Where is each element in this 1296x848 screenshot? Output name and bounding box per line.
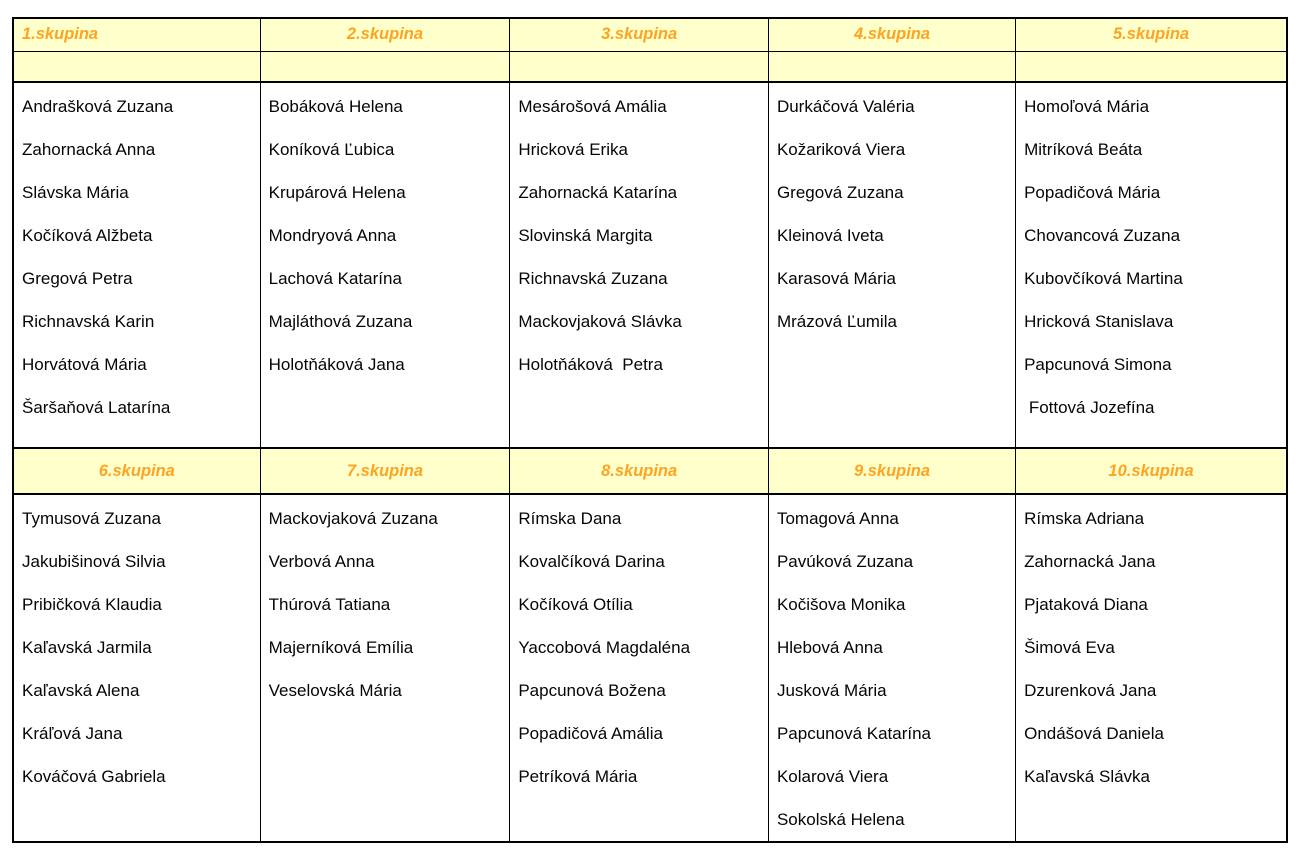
- person-name: Hricková Stanislava: [1024, 311, 1174, 331]
- person-name: Jusková Mária: [776, 680, 887, 700]
- person-name: Mackovjaková Zuzana: [268, 508, 438, 528]
- spacer-cell: [1016, 51, 1287, 82]
- person-name: Mesárošová Amália: [518, 96, 667, 116]
- person-name: Koníková Ľubica: [268, 139, 395, 159]
- names-row-groups-1-5: [13, 82, 1287, 448]
- group-7-names: [260, 494, 510, 842]
- group-1-names: [13, 82, 260, 448]
- person-name: Lachová Katarína: [268, 268, 402, 288]
- group-header-7: 7.skupina: [260, 448, 510, 494]
- group-header-10: 10.skupina: [1016, 448, 1287, 494]
- person-name: Kubovčíková Martina: [1024, 268, 1183, 288]
- person-name: Kleinová Iveta: [776, 225, 884, 245]
- person-name: Richnavská Karin: [22, 311, 155, 331]
- group-2-names: [260, 82, 510, 448]
- person-name: Kočíková Otília: [518, 594, 633, 614]
- person-name: Kaľavská Jarmila: [22, 637, 152, 657]
- person-name: Pavúková Zuzana: [776, 551, 914, 571]
- group-header-8: 8.skupina: [510, 448, 769, 494]
- person-name: Zahornacká Anna: [22, 139, 156, 159]
- group-5-names: [1016, 82, 1287, 448]
- header-row-groups-1-5: [13, 18, 1287, 51]
- person-name: Hricková Erika: [518, 139, 628, 159]
- person-name: Horvátová Mária: [22, 354, 147, 374]
- group-3-names: [510, 82, 769, 448]
- person-name: Kováčová Gabriela: [22, 766, 166, 786]
- person-name: Kaľavská Slávka: [1024, 766, 1150, 786]
- person-name: Papcunová Katarína: [776, 723, 932, 743]
- group-header-6: 6.skupina: [13, 448, 260, 494]
- person-name: Andrašková Zuzana: [22, 96, 174, 116]
- group-10-names: [1016, 494, 1287, 842]
- header-row-groups-6-10: [13, 448, 1287, 494]
- spacer-cell: [510, 51, 769, 82]
- spacer-cell: [768, 51, 1015, 82]
- person-name: Tomagová Anna: [776, 508, 899, 528]
- person-name: Krupárová Helena: [268, 182, 406, 202]
- spacer-cell: [13, 51, 260, 82]
- group-header-1: 1.skupina: [13, 18, 260, 51]
- group-header-4: 4.skupina: [768, 18, 1015, 51]
- person-name: Mackovjaková Slávka: [518, 311, 682, 331]
- person-name: Popadičová Amália: [518, 723, 663, 743]
- group-8-names: [510, 494, 769, 842]
- person-name: Holotňáková Jana: [268, 354, 405, 374]
- person-name: Veselovská Mária: [268, 680, 402, 700]
- person-name: Homoľová Mária: [1024, 96, 1150, 116]
- person-name: Pribičková Klaudia: [22, 594, 162, 614]
- group-header-5: 5.skupina: [1016, 18, 1287, 51]
- person-name: Gregová Petra: [22, 268, 133, 288]
- person-name: Mitríková Beáta: [1024, 139, 1143, 159]
- person-name: Kovalčíková Darina: [518, 551, 665, 571]
- person-name: Mondryová Anna: [268, 225, 397, 245]
- person-name: Kráľová Jana: [22, 723, 123, 743]
- person-name: Thúrová Tatiana: [268, 594, 391, 614]
- groups-table: [12, 17, 1288, 843]
- group-header-2: 2.skupina: [260, 18, 510, 51]
- spacer-row: [13, 51, 1287, 82]
- person-name: Richnavská Zuzana: [518, 268, 668, 288]
- person-name: Zahornacká Katarína: [518, 182, 678, 202]
- person-name: Chovancová Zuzana: [1024, 225, 1181, 245]
- person-name: Hlebová Anna: [776, 637, 883, 657]
- person-name: Holotňáková Petra: [518, 354, 663, 374]
- person-name: Karasová Mária: [776, 268, 897, 288]
- person-name: Yaccobová Magdaléna: [518, 637, 691, 657]
- spacer-cell: [260, 51, 510, 82]
- person-name: Šaršaňová Latarína: [22, 397, 171, 417]
- person-name: Rímska Adriana: [1024, 508, 1145, 528]
- document-sheet: [12, 17, 1288, 843]
- person-name: Ondášová Daniela: [1024, 723, 1164, 743]
- person-name: Dzurenková Jana: [1024, 680, 1157, 700]
- person-name: Jakubišinová Silvia: [22, 551, 166, 571]
- person-name: Slovinská Margita: [518, 225, 653, 245]
- names-row-groups-6-10: [13, 494, 1287, 842]
- group-9-names: [768, 494, 1015, 842]
- person-name: Slávska Mária: [22, 182, 129, 202]
- person-name: Petríková Mária: [518, 766, 638, 786]
- person-name: Kočíková Alžbeta: [22, 225, 153, 245]
- group-4-names: [768, 82, 1015, 448]
- person-name: Mrázová Ľumila: [776, 311, 897, 331]
- person-name: Papcunová Simona: [1024, 354, 1172, 374]
- group-header-9: 9.skupina: [768, 448, 1015, 494]
- person-name: Durkáčová Valéria: [776, 96, 915, 116]
- person-name: Verbová Anna: [268, 551, 375, 571]
- person-name: Pjataková Diana: [1024, 594, 1148, 614]
- person-name: Gregová Zuzana: [776, 182, 904, 202]
- group-header-3: 3.skupina: [510, 18, 769, 51]
- person-name: Zahornacká Jana: [1024, 551, 1156, 571]
- person-name: Popadičová Mária: [1024, 182, 1161, 202]
- person-name: Majerníková Emília: [268, 637, 414, 657]
- person-name: Bobáková Helena: [268, 96, 403, 116]
- person-name: Kolarová Viera: [776, 766, 889, 786]
- person-name: Sokolská Helena: [776, 809, 905, 829]
- person-name: Rímska Dana: [518, 508, 622, 528]
- group-6-names: [13, 494, 260, 842]
- person-name: Papcunová Božena: [518, 680, 666, 700]
- person-name: Kožariková Viera: [776, 139, 906, 159]
- person-name: Kaľavská Alena: [22, 680, 140, 700]
- person-name: Majláthová Zuzana: [268, 311, 413, 331]
- person-name: Tymusová Zuzana: [22, 508, 161, 528]
- person-name: Fottová Jozefína: [1024, 397, 1155, 417]
- person-name: Šimová Eva: [1024, 637, 1115, 657]
- person-name: Kočišova Monika: [776, 594, 906, 614]
